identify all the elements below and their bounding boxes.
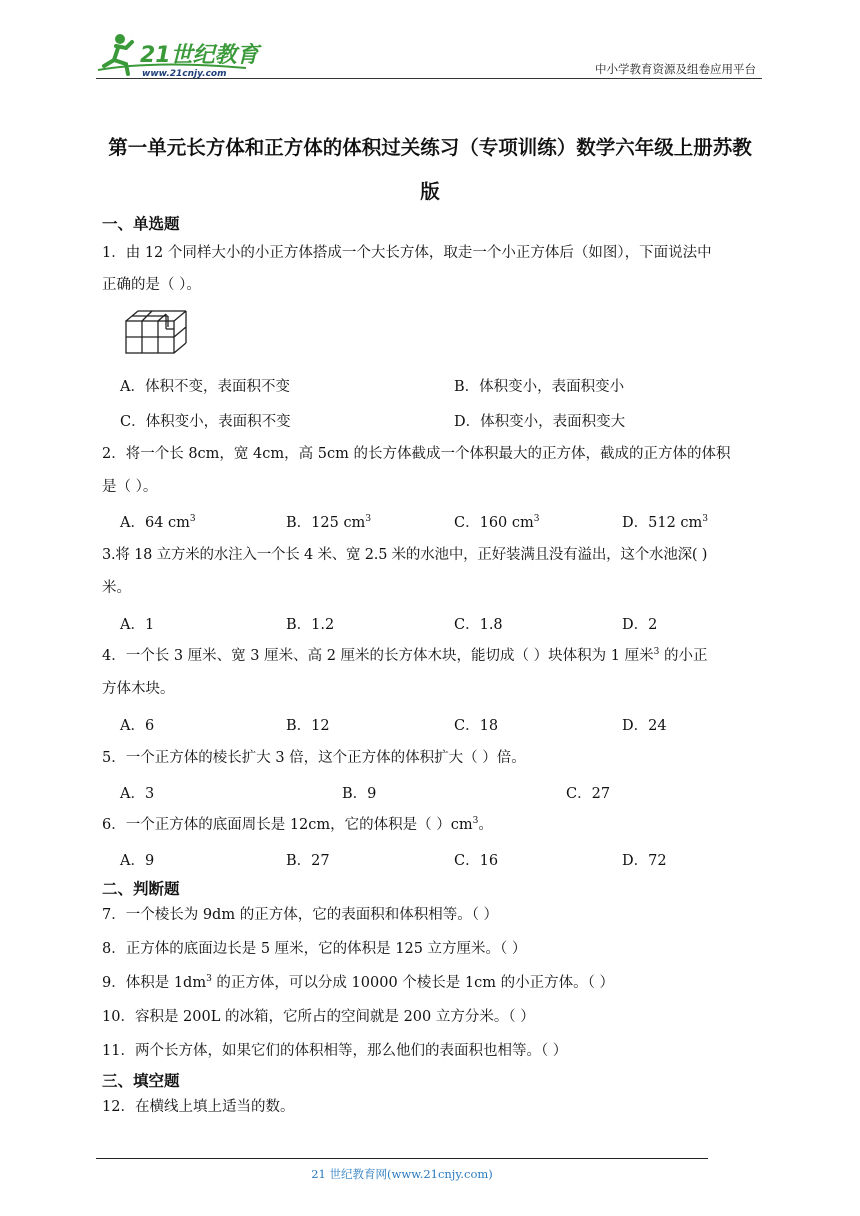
page-title-line2: 版 [420,180,440,203]
question-2-option-c: C．160 $cm^3$ [454,514,540,531]
runner-logo-icon [96,30,266,78]
question-3-option-c: C．1.8 [454,617,503,633]
question-7: 7．一个棱长为 9dm 的正方体，它的表面积和体积相等。（ ） [102,907,499,923]
question-1-figure [122,305,190,357]
question-3-line1: 3.将 18 立方米的水注入一个长 4 米、宽 2.5 米的水池中，正好装满且没有溢出，这个水池深( ) [102,547,708,563]
question-5-option-b: B．9 [342,786,377,802]
question-4-option-c: C．18 [454,718,499,734]
question-5-option-c: C．27 [566,786,611,802]
question-12: 12．在横线上填上适当的数。 [102,1099,295,1115]
question-1-line1: 1．由 12 个同样大小的小正方体搭成一个大长方体，取走一个小正方体后（如图），下面说法中 [102,245,712,261]
question-5-line1: 5．一个正方体的棱长扩大 3 倍，这个正方体的体积扩大（ ）倍。 [102,750,526,766]
question-2-line2: 是（ ）。 [102,479,158,495]
question-8: 8．正方体的底面边长是 5 厘米，它的体积是 125 立方厘米。（ ） [102,941,527,957]
question-2-option-b: B．125 $cm^3$ [286,514,372,531]
question-2-option-a: A．64 $cm^3$ [120,514,196,531]
page-title-line1: 第一单元长方体和正方体的体积过关练习（专项训练）数学六年级上册苏教 [108,136,752,159]
section-heading-fill-blank: 三、填空题 [102,1071,180,1090]
question-4-option-b: B．12 [286,718,330,734]
question-4-option-a: A．6 [120,718,155,734]
question-2-line1: 2．将一个长 8cm，宽 4cm，高 5cm 的长方体截成一个体积最大的正方体，截成的正方体的体积 [102,446,731,462]
question-1-option-a: A．体积不变，表面积不变 [120,379,290,395]
question-4-option-d: D．24 [622,718,667,734]
question-3-option-a: A．1 [120,617,155,633]
question-2-option-d: D．512 $cm^3$ [622,514,709,531]
header-tagline: 中小学教育资源及组卷应用平台 [595,62,756,76]
footer-text: 21 世纪教育网(www.21cnjy.com) [311,1167,493,1181]
question-6-line1: 6．一个正方体的底面周长是 12cm，它的体积是（ ）$cm^3$。 [102,816,493,833]
question-5-option-a: A．3 [120,786,155,802]
question-6-option-a: A．9 [120,853,155,869]
question-6-option-d: D．72 [622,853,667,869]
question-4-line1: 4．一个长 3 厘米、宽 3 厘米、高 2 厘米的长方体木块，能切成（ ）块体积为 1 厘米$^3$ 的小正 [102,647,708,664]
logo [96,30,266,78]
question-3-option-b: B．1.2 [286,617,335,633]
question-11: 11．两个长方体，如果它们的体积相等，那么他们的表面积也相等。（ ） [102,1043,568,1059]
logo-text: 21世纪教育 [140,43,259,68]
question-1-option-d: D．体积变小，表面积变大 [454,414,626,430]
section-heading-single-choice: 一、单选题 [102,214,180,233]
header-divider [96,78,762,79]
logo-url: www.21cnjy.com [142,69,227,78]
question-1-line2: 正确的是（ ）。 [102,277,201,293]
question-1-option-c: C．体积变小，表面积不变 [120,414,291,430]
question-6-option-c: C．16 [454,853,499,869]
question-3-line2: 米。 [102,580,131,596]
question-4-line2: 方体木块。 [102,681,175,697]
question-1-option-b: B．体积变小，表面积变小 [454,379,625,395]
section-heading-true-false: 二、判断题 [102,879,180,898]
cuboid-figure-icon [122,305,190,357]
footer-divider [96,1158,708,1159]
question-6-option-b: B．27 [286,853,330,869]
question-3-option-d: D．2 [622,617,658,633]
question-10: 10．容积是 200L 的冰箱，它所占的空间就是 200 立方分米。（ ） [102,1009,535,1025]
question-9: 9．体积是 $1dm^3$ 的正方体，可以分成 10000 个棱长是 1cm 的小正方体。（ ） [102,974,614,991]
